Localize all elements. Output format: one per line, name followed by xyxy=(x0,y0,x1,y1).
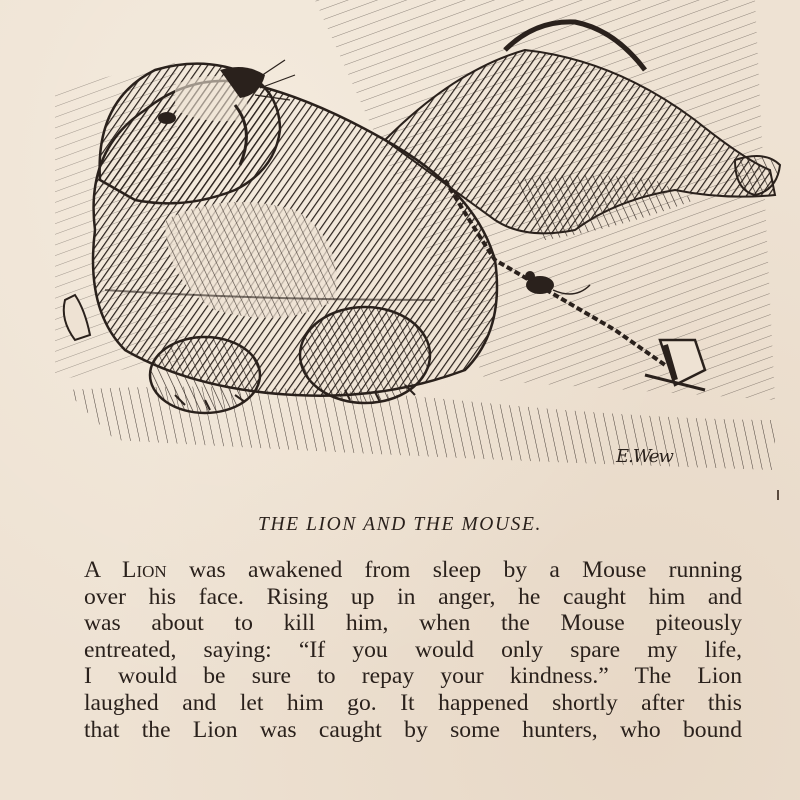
text-line-2: over his face. Rising up in anger, he caught him and xyxy=(84,583,742,610)
text-line-5: I would be sure to repay your kindness.” The Lion xyxy=(84,663,742,690)
lion-engraving-illustration xyxy=(55,0,785,495)
lead-smallcaps: Lion xyxy=(122,557,167,583)
line-1-rest: was awakened from sleep by a Mouse running xyxy=(166,557,742,583)
fable-body-text xyxy=(84,557,742,743)
lion-engraving-icon xyxy=(55,0,785,495)
lead-word: A xyxy=(84,557,100,583)
margin-mark xyxy=(777,490,779,500)
illustration-caption: THE LION AND THE MOUSE. xyxy=(258,514,542,535)
artist-signature: E.Wew xyxy=(616,446,673,467)
text-line-3: was about to kill him, when the Mouse piteously xyxy=(84,610,742,637)
text-line-6: laughed and let him go. It happened shortly after this xyxy=(84,689,742,716)
text-line-4: entreated, saying: “If you would only spare my life, xyxy=(84,636,742,663)
text-line-1 xyxy=(84,557,742,584)
text-line-7: that the Lion was caught by some hunters, who bound xyxy=(84,716,742,743)
